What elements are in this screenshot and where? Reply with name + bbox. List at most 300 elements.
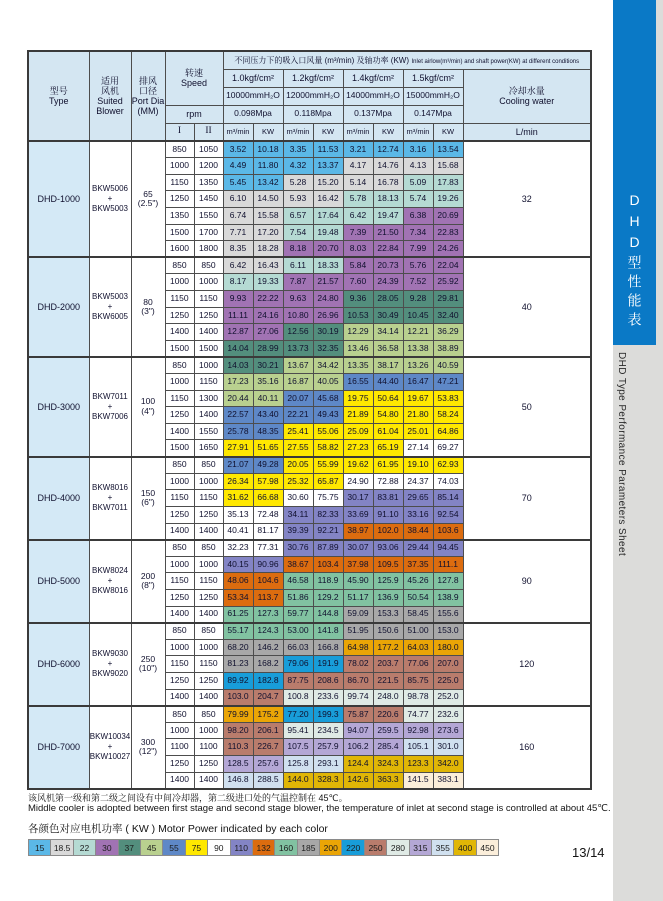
kw-cell: 383.1	[433, 772, 463, 789]
kw-cell: 125.9	[373, 573, 403, 590]
speed-cell: 1000	[194, 473, 223, 490]
flow-cell: 37.35	[403, 556, 433, 573]
flow-cell: 51.00	[403, 623, 433, 640]
legend-item: 110	[230, 839, 253, 856]
flow-cell: 7.87	[283, 274, 313, 291]
kw-cell: 17.20	[253, 224, 283, 241]
kw-cell: 129.2	[313, 589, 343, 606]
flow-cell: 64.03	[403, 639, 433, 656]
speed-cell: 1150	[194, 290, 223, 307]
kw-cell: 104.6	[253, 573, 283, 590]
kw-cell: 24.16	[253, 307, 283, 324]
kw-cell: 32.40	[433, 307, 463, 324]
speed-cell: 1500	[165, 224, 194, 241]
flow-cell: 9.93	[223, 290, 253, 307]
legend-item: 450	[476, 839, 499, 856]
kw-cell: 259.5	[373, 722, 403, 739]
cooling-cell: 90	[463, 540, 591, 623]
speed-cell: 1650	[194, 440, 223, 457]
kw-cell: 72.48	[253, 506, 283, 523]
kw-cell: 12.74	[373, 141, 403, 158]
flow-cell: 53.34	[223, 589, 253, 606]
flow-cell: 19.10	[403, 457, 433, 474]
flow-cell: 31.62	[223, 490, 253, 507]
flow-cell: 17.23	[223, 374, 253, 391]
speed-cell: 1400	[165, 423, 194, 440]
kw-cell: 82.33	[313, 506, 343, 523]
speed-cell: 1000	[165, 374, 194, 391]
flow-cell: 9.28	[403, 290, 433, 307]
speed-cell: 1400	[165, 689, 194, 706]
kw-cell: 38.17	[373, 357, 403, 374]
blower-cell: BKW7011 + BKW7006	[89, 357, 131, 457]
speed-cell: 850	[165, 357, 194, 374]
flow-cell: 14.03	[223, 357, 253, 374]
kw-cell: 65.19	[373, 440, 403, 457]
kw-cell: 22.22	[253, 290, 283, 307]
speed-cell: 1400	[194, 606, 223, 623]
flow-cell: 53.00	[283, 623, 313, 640]
model-cell: DHD-1000	[28, 141, 89, 257]
kw-cell: 43.40	[253, 407, 283, 424]
blower-cell: BKW5006 + BKW5003	[89, 141, 131, 257]
kw-cell: 19.48	[313, 224, 343, 241]
flow-cell: 25.09	[343, 423, 373, 440]
speed-cell: 1250	[165, 191, 194, 208]
kw-cell: 48.35	[253, 423, 283, 440]
kw-cell: 150.6	[373, 623, 403, 640]
kw-cell: 166.8	[313, 639, 343, 656]
sidebar-tab-label: DHD型性能表	[626, 192, 643, 331]
kw-cell: 177.2	[373, 639, 403, 656]
flow-cell: 37.98	[343, 556, 373, 573]
kw-cell: 14.50	[253, 191, 283, 208]
kw-cell: 65.87	[313, 473, 343, 490]
legend-item: 90	[207, 839, 230, 856]
flow-cell: 64.98	[343, 639, 373, 656]
header-pressure-mpa: 0.137Mpa	[343, 105, 403, 123]
kw-cell: 75.75	[313, 490, 343, 507]
flow-cell: 5.09	[403, 174, 433, 191]
table-row	[28, 357, 591, 374]
speed-cell: 1000	[165, 274, 194, 291]
kw-cell: 285.4	[373, 739, 403, 756]
flow-cell: 25.32	[283, 473, 313, 490]
flow-cell: 25.78	[223, 423, 253, 440]
kw-cell: 16.43	[253, 257, 283, 274]
flow-cell: 40.41	[223, 523, 253, 540]
note-cn: 该风机第一级和第二级之间设有中间冷却器，第二级进口处的气温控制在 45℃。	[28, 793, 348, 803]
kw-cell: 49.28	[253, 457, 283, 474]
flow-cell: 95.41	[283, 722, 313, 739]
speed-cell: 1400	[194, 689, 223, 706]
flow-cell: 22.21	[283, 407, 313, 424]
kw-cell: 61.04	[373, 423, 403, 440]
kw-cell: 252.0	[433, 689, 463, 706]
kw-cell: 175.2	[253, 706, 283, 723]
kw-cell: 342.0	[433, 756, 463, 773]
flow-cell: 7.39	[343, 224, 373, 241]
blower-cell: BKW8016 + BKW7011	[89, 457, 131, 540]
port-cell: 80 (3")	[131, 257, 165, 357]
legend-item: 45	[140, 839, 163, 856]
legend-item: 355	[431, 839, 454, 856]
flow-cell: 27.23	[343, 440, 373, 457]
header-pressure-kgf: 1.5kgf/cm²	[403, 69, 463, 87]
cooling-cell: 160	[463, 706, 591, 789]
kw-cell: 92.21	[313, 523, 343, 540]
kw-cell: 25.92	[433, 274, 463, 291]
flow-cell: 66.03	[283, 639, 313, 656]
kw-cell: 207.0	[433, 656, 463, 673]
flow-cell: 30.17	[343, 490, 373, 507]
kw-cell: 273.6	[433, 722, 463, 739]
kw-cell: 19.26	[433, 191, 463, 208]
flow-cell: 51.17	[343, 589, 373, 606]
port-cell: 300 (12")	[131, 706, 165, 789]
speed-cell: 1350	[194, 174, 223, 191]
speed-cell: 1500	[165, 440, 194, 457]
flow-cell: 11.11	[223, 307, 253, 324]
kw-cell: 69.27	[433, 440, 463, 457]
flow-cell: 68.20	[223, 639, 253, 656]
flow-cell: 21.07	[223, 457, 253, 474]
flow-cell: 24.37	[403, 473, 433, 490]
table-row	[28, 141, 591, 158]
kw-cell: 136.9	[373, 589, 403, 606]
kw-cell: 13.54	[433, 141, 463, 158]
kw-cell: 232.6	[433, 706, 463, 723]
legend-item: 315	[409, 839, 432, 856]
kw-cell: 21.50	[373, 224, 403, 241]
flow-cell: 13.67	[283, 357, 313, 374]
speed-cell: 850	[165, 623, 194, 640]
speed-cell: 1000	[165, 556, 194, 573]
speed-cell: 1150	[165, 490, 194, 507]
flow-cell: 10.80	[283, 307, 313, 324]
kw-cell: 40.05	[313, 374, 343, 391]
kw-cell: 91.10	[373, 506, 403, 523]
flow-cell: 20.05	[283, 457, 313, 474]
kw-cell: 35.16	[253, 374, 283, 391]
flow-cell: 77.20	[283, 706, 313, 723]
speed-cell: 1200	[194, 158, 223, 175]
speed-cell: 1250	[194, 589, 223, 606]
flow-cell: 99.74	[343, 689, 373, 706]
port-cell: 150 (6")	[131, 457, 165, 540]
kw-cell: 182.8	[253, 673, 283, 690]
header-flow: m³/min	[283, 123, 313, 141]
kw-cell: 74.03	[433, 473, 463, 490]
header-kw: KW	[253, 123, 283, 141]
kw-cell: 103.6	[433, 523, 463, 540]
cooling-cell: 120	[463, 623, 591, 706]
speed-cell: 1500	[165, 340, 194, 357]
kw-cell: 44.40	[373, 374, 403, 391]
speed-cell: 850	[165, 540, 194, 557]
speed-cell: 1000	[194, 556, 223, 573]
blower-cell: BKW10034 + BKW10027	[89, 706, 131, 789]
speed-cell: 1350	[165, 207, 194, 224]
flow-cell: 8.35	[223, 241, 253, 258]
speed-cell: 1000	[194, 639, 223, 656]
cooling-cell: 70	[463, 457, 591, 540]
kw-cell: 324.3	[373, 756, 403, 773]
speed-cell: 1400	[165, 324, 194, 341]
flow-cell: 29.65	[403, 490, 433, 507]
flow-cell: 3.21	[343, 141, 373, 158]
header-pressure-kgf: 1.4kgf/cm²	[343, 69, 403, 87]
flow-cell: 35.13	[223, 506, 253, 523]
flow-cell: 10.53	[343, 307, 373, 324]
kw-cell: 225.0	[433, 673, 463, 690]
flow-cell: 12.87	[223, 324, 253, 341]
flow-cell: 50.54	[403, 589, 433, 606]
flow-cell: 26.34	[223, 473, 253, 490]
kw-cell: 66.68	[253, 490, 283, 507]
note-en: Middle cooler is adopted between first stage and second stage blower, the temperature of inlet at second stage is controlled at about 45℃.	[28, 803, 611, 814]
header-pressure-mmh2o: 15000mmH₂O	[403, 87, 463, 105]
speed-cell: 1150	[165, 290, 194, 307]
kw-cell: 15.20	[313, 174, 343, 191]
kw-cell: 40.11	[253, 390, 283, 407]
legend-item: 220	[341, 839, 364, 856]
kw-cell: 221.5	[373, 673, 403, 690]
kw-cell: 180.0	[433, 639, 463, 656]
kw-cell: 24.39	[373, 274, 403, 291]
blower-cell: BKW5003 + BKW6005	[89, 257, 131, 357]
flow-cell: 6.10	[223, 191, 253, 208]
speed-cell: 1400	[165, 523, 194, 540]
legend-item: 250	[364, 839, 387, 856]
kw-cell: 248.0	[373, 689, 403, 706]
flow-cell: 8.18	[283, 241, 313, 258]
kw-cell: 257.9	[313, 739, 343, 756]
flow-cell: 21.80	[403, 407, 433, 424]
speed-cell: 1000	[194, 357, 223, 374]
header-pressure-mpa: 0.098Mpa	[223, 105, 283, 123]
kw-cell: 234.5	[313, 722, 343, 739]
flow-cell: 16.87	[283, 374, 313, 391]
model-cell: DHD-5000	[28, 540, 89, 623]
speed-cell: 1250	[165, 673, 194, 690]
flow-cell: 6.42	[343, 207, 373, 224]
kw-cell: 118.9	[313, 573, 343, 590]
speed-cell: 1250	[194, 673, 223, 690]
speed-cell: 1000	[165, 639, 194, 656]
flow-cell: 125.8	[283, 756, 313, 773]
kw-cell: 77.31	[253, 540, 283, 557]
flow-cell: 79.06	[283, 656, 313, 673]
flow-cell: 38.44	[403, 523, 433, 540]
flow-cell: 51.95	[343, 623, 373, 640]
kw-cell: 18.28	[253, 241, 283, 258]
kw-cell: 36.58	[373, 340, 403, 357]
sidebar-subtitle: DHD Type Performance Parameters Sheet	[616, 352, 627, 557]
flow-cell: 48.06	[223, 573, 253, 590]
speed-cell: 850	[194, 540, 223, 557]
kw-cell: 127.8	[433, 573, 463, 590]
flow-cell: 45.90	[343, 573, 373, 590]
speed-cell: 1400	[194, 324, 223, 341]
speed-cell: 1150	[194, 573, 223, 590]
flow-cell: 16.55	[343, 374, 373, 391]
flow-cell: 5.14	[343, 174, 373, 191]
flow-cell: 128.5	[223, 756, 253, 773]
kw-cell: 30.19	[313, 324, 343, 341]
kw-cell: 58.82	[313, 440, 343, 457]
speed-cell: 1250	[165, 506, 194, 523]
flow-cell: 7.71	[223, 224, 253, 241]
kw-cell: 58.24	[433, 407, 463, 424]
header-kw: KW	[373, 123, 403, 141]
speed-cell: 1150	[194, 490, 223, 507]
kw-cell: 30.21	[253, 357, 283, 374]
legend-item: 22	[73, 839, 96, 856]
flow-cell: 20.07	[283, 390, 313, 407]
kw-cell: 13.42	[253, 174, 283, 191]
speed-cell: 1150	[165, 656, 194, 673]
flow-cell: 7.34	[403, 224, 433, 241]
kw-cell: 102.0	[373, 523, 403, 540]
kw-cell: 47.21	[433, 374, 463, 391]
kw-cell: 62.93	[433, 457, 463, 474]
kw-cell: 21.57	[313, 274, 343, 291]
legend-item: 185	[297, 839, 320, 856]
kw-cell: 153.3	[373, 606, 403, 623]
kw-cell: 81.17	[253, 523, 283, 540]
flow-cell: 146.8	[223, 772, 253, 789]
flow-cell: 142.6	[343, 772, 373, 789]
kw-cell: 45.68	[313, 390, 343, 407]
speed-cell: 1250	[194, 506, 223, 523]
header-pressure-mpa: 0.147Mpa	[403, 105, 463, 123]
sidebar-tab-dhd[interactable]	[613, 0, 656, 345]
flow-cell: 86.70	[343, 673, 373, 690]
kw-cell: 109.5	[373, 556, 403, 573]
speed-cell: 850	[165, 141, 194, 158]
speed-cell: 1150	[194, 374, 223, 391]
flow-cell: 77.06	[403, 656, 433, 673]
flow-cell: 6.42	[223, 257, 253, 274]
flow-cell: 4.13	[403, 158, 433, 175]
header-speed: 转速 Speed	[165, 51, 223, 105]
flow-cell: 9.63	[283, 290, 313, 307]
speed-cell: 850	[165, 257, 194, 274]
kw-cell: 13.37	[313, 158, 343, 175]
speed-cell: 1250	[194, 756, 223, 773]
model-cell: DHD-3000	[28, 357, 89, 457]
flow-cell: 32.23	[223, 540, 253, 557]
speed-cell: 1250	[165, 589, 194, 606]
kw-cell: 16.42	[313, 191, 343, 208]
speed-cell: 850	[194, 706, 223, 723]
speed-cell: 1800	[194, 241, 223, 258]
flow-cell: 9.36	[343, 290, 373, 307]
kw-cell: 10.18	[253, 141, 283, 158]
kw-cell: 28.99	[253, 340, 283, 357]
flow-cell: 46.58	[283, 573, 313, 590]
kw-cell: 208.6	[313, 673, 343, 690]
speed-cell: 1100	[194, 739, 223, 756]
kw-cell: 20.69	[433, 207, 463, 224]
flow-cell: 5.28	[283, 174, 313, 191]
kw-cell: 83.81	[373, 490, 403, 507]
speed-cell: 1300	[194, 390, 223, 407]
legend-item: 400	[453, 839, 476, 856]
kw-cell: 191.9	[313, 656, 343, 673]
table-row	[28, 706, 591, 723]
legend-item: 18.5	[50, 839, 73, 856]
flow-cell: 5.74	[403, 191, 433, 208]
flow-cell: 59.09	[343, 606, 373, 623]
kw-cell: 20.73	[373, 257, 403, 274]
blower-cell: BKW9030 + BKW9020	[89, 623, 131, 706]
table-row	[28, 540, 591, 557]
legend-item: 160	[274, 839, 297, 856]
speed-cell: 1400	[194, 523, 223, 540]
legend-item: 37	[118, 839, 141, 856]
header-cooling: 冷却水量 Cooling water	[463, 69, 591, 123]
flow-cell: 5.76	[403, 257, 433, 274]
header-port: 排风 口径 Port Dia (MM)	[131, 51, 165, 141]
flow-cell: 20.44	[223, 390, 253, 407]
kw-cell: 328.3	[313, 772, 343, 789]
flow-cell: 34.11	[283, 506, 313, 523]
flow-cell: 24.90	[343, 473, 373, 490]
flow-cell: 123.3	[403, 756, 433, 773]
kw-cell: 204.7	[253, 689, 283, 706]
speed-cell: 1100	[165, 739, 194, 756]
legend-item: 132	[252, 839, 275, 856]
flow-cell: 89.92	[223, 673, 253, 690]
header-span-title: 不同压力下的吸入口风量 (m³/min) 及轴功率 (KW) Inlet airlow(m³/min) and shaft power(KW) at different conditions	[223, 51, 591, 69]
table-row	[28, 457, 591, 474]
kw-cell: 34.42	[313, 357, 343, 374]
speed-cell: 1400	[194, 407, 223, 424]
legend-item: 30	[95, 839, 118, 856]
legend-item: 280	[386, 839, 409, 856]
flow-cell: 6.74	[223, 207, 253, 224]
flow-cell: 51.86	[283, 589, 313, 606]
kw-cell: 24.26	[433, 241, 463, 258]
flow-cell: 5.84	[343, 257, 373, 274]
flow-cell: 105.1	[403, 739, 433, 756]
kw-cell: 111.1	[433, 556, 463, 573]
kw-cell: 15.68	[433, 158, 463, 175]
kw-cell: 206.1	[253, 722, 283, 739]
speed-cell: 1150	[194, 656, 223, 673]
header-kw: KW	[313, 123, 343, 141]
speed-cell: 1250	[165, 407, 194, 424]
kw-cell: 199.3	[313, 706, 343, 723]
kw-cell: 127.3	[253, 606, 283, 623]
kw-cell: 19.33	[253, 274, 283, 291]
flow-cell: 75.87	[343, 706, 373, 723]
flow-cell: 55.17	[223, 623, 253, 640]
kw-cell: 155.6	[433, 606, 463, 623]
flow-cell: 6.11	[283, 257, 313, 274]
flow-cell: 74.77	[403, 706, 433, 723]
speed-cell: 1000	[165, 158, 194, 175]
kw-cell: 55.06	[313, 423, 343, 440]
kw-cell: 22.84	[373, 241, 403, 258]
flow-cell: 30.07	[343, 540, 373, 557]
header-pressure-mpa: 0.118Mpa	[283, 105, 343, 123]
header-rpm: rpm	[165, 105, 223, 123]
speed-cell: 1500	[194, 340, 223, 357]
model-cell: DHD-4000	[28, 457, 89, 540]
